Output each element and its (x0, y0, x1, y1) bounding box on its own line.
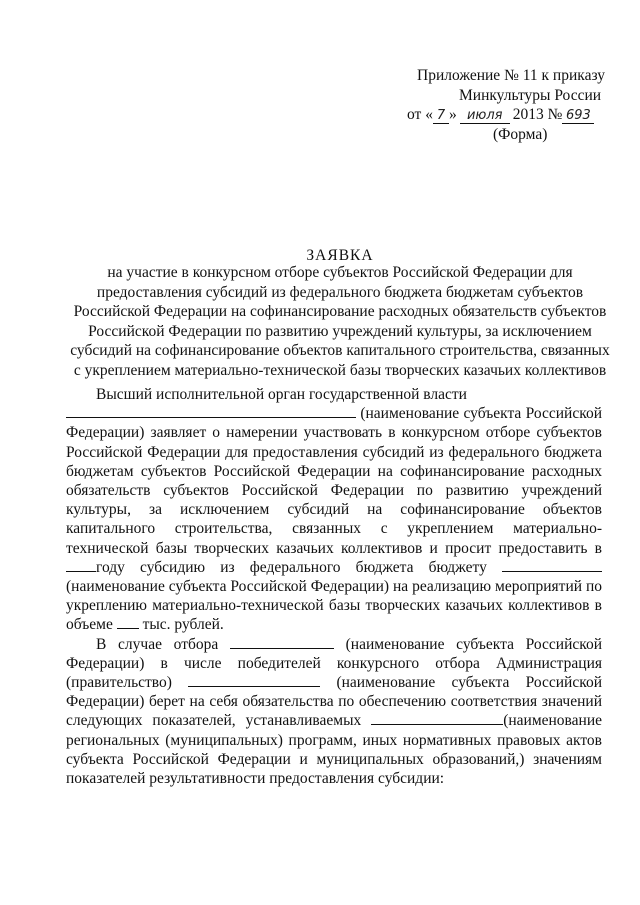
paragraph-obligations (66, 635, 602, 789)
blank-field (371, 711, 503, 725)
paragraph1-part4: (наименование субъекта Российской Федерации) на реализацию мероприятий по укреплению материально-технической базы творческих казачьих коллективов в объеме (66, 578, 602, 634)
date-year: 2013 № (512, 106, 563, 123)
blank-field (230, 635, 334, 649)
blank-field (66, 404, 356, 418)
document-header (395, 66, 610, 144)
blank-field (117, 615, 139, 629)
document-subtitle: на участие в конкурсном отборе субъектов Российской Федерации для предоставления субсидий из федерального бюджета бюджетам субъектов Российской Федерации на софинансирование расходных обязательств субъектов Российской Федерации по развитию учреждений культуры, за исключением субсидий на софинансирование объектов капитального строительства, связанных с укреплением материально-технической базы творческих казачьих коллективов (70, 264, 610, 379)
document-body (66, 385, 602, 788)
blank-field (188, 673, 320, 687)
handwritten-day: 7 (433, 109, 449, 124)
paragraph1-part3: году субсидию из федерального бюджета бюджету (96, 558, 487, 576)
order-date-line (395, 105, 610, 125)
paragraph2-part4: (наименование региональных (муниципальных) программ, иных нормативных правовых актов субъекта Российской Федерации и муниципальных образований,) значениям показателей результативности предоставления субсидии: (66, 712, 603, 788)
document-title: ЗАЯВКА (306, 247, 374, 264)
appendix-label: Приложение № 11 к приказу (417, 67, 605, 84)
handwritten-month: июля (460, 109, 510, 124)
paragraph1-part5: тыс. рублей. (142, 616, 224, 634)
handwritten-number: 693 (562, 109, 594, 124)
date-mid: » (448, 106, 457, 123)
paragraph1-part2: (наименование субъекта Российской Федерации) заявляет о намерении участвовать в конкурсном отборе субъектов Российской Федерации для предоставления субсидий из федерального бюджета бюджетам субъектов Российской Федерации на софинансирование расходных обязательств субъектов Российской Федерации по развитию учреждений культуры, за исключением субсидий на софинансирование объектов капитального строительства, связанных с укреплением материально-технической базы творческих казачьих коллективов и просит предоставить в (66, 405, 603, 557)
paragraph-application (66, 385, 602, 635)
blank-field (502, 558, 602, 572)
paragraph2-part1: В случае отбора (96, 635, 219, 653)
paragraph2-part2: (наименование субъекта Российской Федерации) в числе победителей конкурсного отбора Администрация (правительство) (66, 635, 603, 692)
paragraph2-part3: (наименование субъекта Российской Федерации) берет на себя обязательства по обеспечению соответствия значений следующих показателей, устанавливаемых (66, 674, 602, 730)
form-label: (Форма) (493, 125, 548, 143)
blank-field (66, 558, 96, 572)
paragraph1-part1: Высший исполнительной орган государственной власти (96, 386, 467, 403)
ministry-label: Минкультуры России (459, 86, 602, 104)
date-prefix: от « (407, 106, 433, 123)
